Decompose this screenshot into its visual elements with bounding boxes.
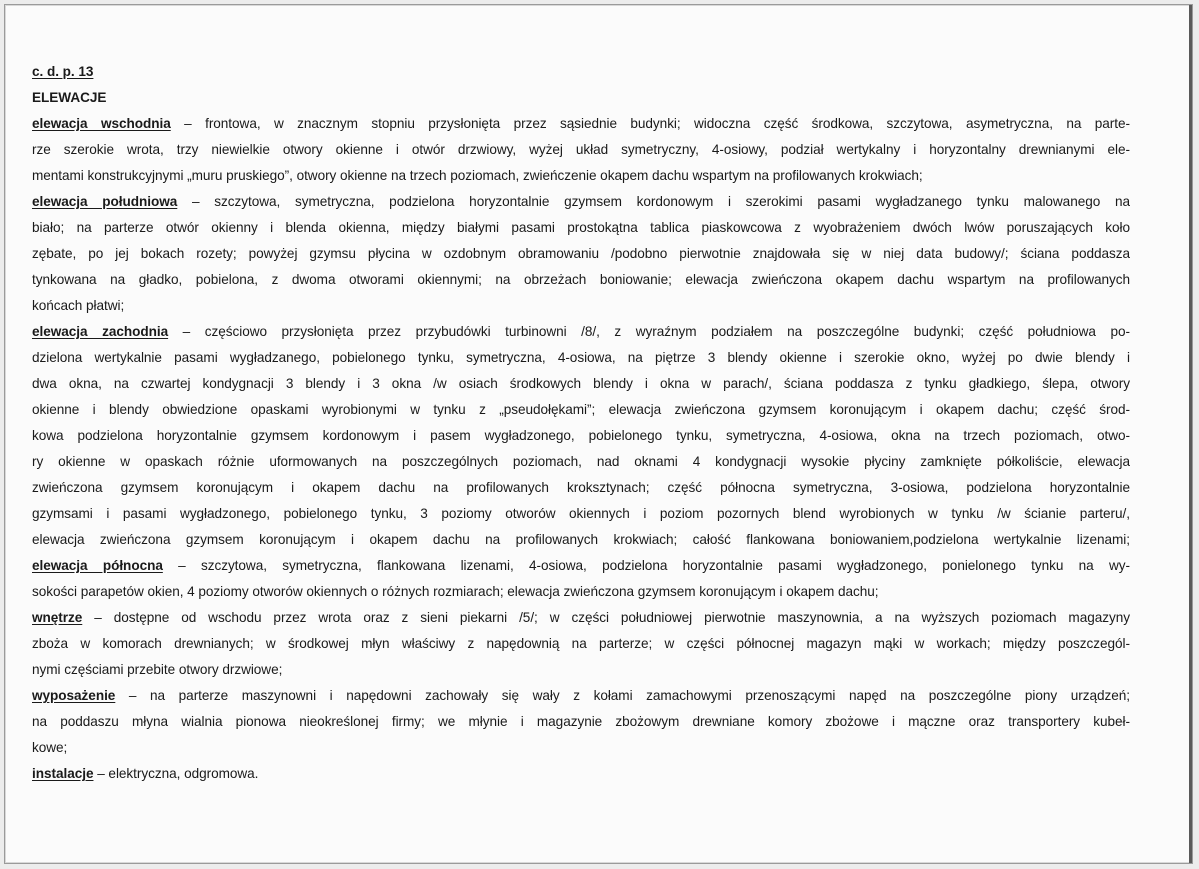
paragraph-line: elewacja północna – szczytowa, symetryczna, flankowana lizenami, 4-osiowa, podzielona horyzontalnie pasami wygładzonego, ponielonego tynku na wy- [32, 558, 1130, 573]
term-label: elewacja wschodnia [32, 116, 171, 131]
term-label: wnętrze [32, 610, 83, 625]
paragraph-line: instalacje – elektryczna, odgromowa. [32, 766, 259, 781]
paragraph-line: na poddaszu młyna wialnia pionowa nieokreślonej firmy; we młynie i magazynie zbożowym drewniane komory zbożowe i mączne oraz transportery kubeł- [32, 714, 1130, 729]
paragraph-line: elewacja zachodnia – częściowo przysłonięta przez przybudówki turbinowni /8/, z wyraźnym podziałem na poszczególne budynki; część południowa po- [32, 324, 1130, 339]
paragraph-line: kowe; [32, 740, 68, 755]
paragraph-line: okienne i blendy obwiedzione opaskami wyrobionymi w tynku z „pseudołękami”; elewacja zwieńczona gzymsem koronującym i okapem dachu; część środ- [32, 402, 1130, 417]
document-body [32, 59, 1130, 787]
paragraph-line: ry okienne w opaskach różnie uformowanych na poszczególnych poziomach, nad oknami 4 kondygnacji wysokie płyciny zamknięte półkoliście, elewacja [32, 454, 1130, 469]
term-label: wyposażenie [32, 688, 116, 703]
term-label: instalacje [32, 766, 94, 781]
paragraph-line: kowa podzielona horyzontalnie gzymsem kordonowym i pasem wygładzonego, pobielonego tynku, symetryczna, 4-osiowa, okna na trzech poziomach, otwo- [32, 428, 1130, 443]
paragraph-line: sokości parapetów okien, 4 poziomy otworów okiennych o różnych rozmiarach; elewacja zwieńczona gzymsem koronującym i okapem dachu; [32, 584, 879, 599]
term-label: elewacja zachodnia [32, 324, 169, 339]
paragraph-line: biało; na parterze otwór okienny i blenda okienna, między białymi pasami prostokątna tablica piaskowcowa z wyobrażeniem dwóch lwów poruszających koło [32, 220, 1130, 235]
paragraph-line: rze szerokie wrota, trzy niewielkie otwory okienne i otwór drzwiowy, wyżej układ symetryczny, 4-osiowy, podział wertykalny i horyzontalny drewnianymi ele- [32, 142, 1130, 157]
paragraph-line: mentami konstrukcyjnymi „muru pruskiego”, otwory okienne na trzech poziomach, zwieńczenie okapem dachu wspartym na profilowanych krokwiach; [32, 168, 923, 183]
paragraph-line: zwieńczona gzymsem koronującym i okapem dachu na profilowanych kroksztynach; część północna symetryczna, 3-osiowa, podzielona horyzontalnie [32, 480, 1130, 495]
paragraph-line: tynkowana na gładko, pobielona, z dwoma otworami okiennymi; na obrzeżach boniowanie; elewacja zwieńczona okapem dachu wspartym na profilowanych [32, 272, 1130, 287]
document-page [4, 4, 1193, 864]
paragraph-line: elewacja zwieńczona gzymsem koronującym i okapem dachu na profilowanych krokwiach; całość flankowana boniowaniem,podzielona wertykalnie lizenami; [32, 532, 1130, 547]
paragraph-line: gzymsami i pasami wygładzonego, pobielonego tynku, 3 poziomy otworów okiennych i poziom pozornych blend wyrobionych w tynku /w ścianie parteru/, [32, 506, 1130, 521]
term-label: elewacja południowa [32, 194, 178, 209]
paragraph-line: dwa okna, na czwartej kondygnacji 3 blendy i 3 okna /w osiach środkowych blendy i okna w parach/, ściana poddasza z tynku gładkiego, ślepa, otwory [32, 376, 1130, 391]
paragraph-line: wnętrze – dostępne od wschodu przez wrota oraz z sieni piekarni /5/; w części południowej pierwotnie maszynownia, a na wyższych poziomach magazyny [32, 610, 1130, 625]
paragraph-line: nymi częściami przebite otwory drzwiowe; [32, 662, 283, 677]
section-title: ELEWACJE [32, 90, 107, 105]
paragraph-line: zboża w komorach drewnianych; w środkowej młyn właściwy z napędownią na parterze; w części północnej magazyn mąki w workach; między poszczegól- [32, 636, 1130, 651]
page-reference: c. d. p. 13 [32, 64, 94, 79]
paragraph-line: elewacja południowa – szczytowa, symetryczna, podzielona horyzontalnie gzymsem kordonowym i szerokimi pasami wygładzanego tynku malowanego na [32, 194, 1130, 209]
paragraph-line: dzielona wertykalnie pasami wygładzanego, pobielonego tynku, symetryczna, 4-osiowa, na piętrze 3 blendy okienne i szerokie okno, wyżej po dwie blendy i [32, 350, 1130, 365]
paragraph-line: końcach płatwi; [32, 298, 125, 313]
paragraph-line: wyposażenie – na parterze maszynowni i napędowni zachowały się wały z kołami zamachowymi przenoszącymi napęd na poszczególne piony urządzeń; [32, 688, 1130, 703]
scan-edge [1189, 5, 1192, 863]
paragraph-line: elewacja wschodnia – frontowa, w znacznym stopniu przysłonięta przez sąsiednie budynki; widoczna część środkowa, szczytowa, asymetryczna, na parte- [32, 116, 1130, 131]
paragraph-line: zębate, po jej bokach rozety; powyżej gzymsu płycina w ozdobnym obramowaniu /podobno pierwotnie znajdowała się w niej data budowy/; ściana poddasza [32, 246, 1130, 261]
term-label: elewacja północna [32, 558, 163, 573]
